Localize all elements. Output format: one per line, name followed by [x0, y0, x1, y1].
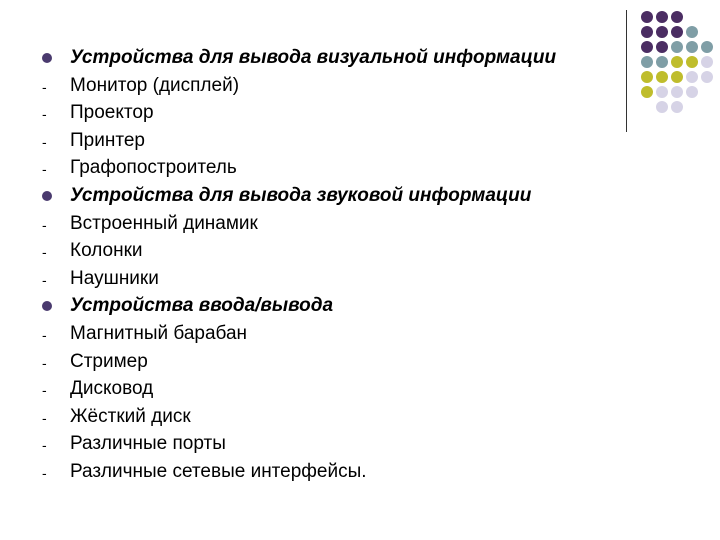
section-heading-text: Устройства ввода/вывода: [70, 295, 334, 317]
list-item-text: Монитор (дисплей): [70, 74, 240, 96]
dash-marker: -: [42, 464, 47, 481]
decorative-dot: [641, 26, 653, 38]
list-item-text: Проектор: [70, 102, 154, 124]
list-item-text: Дисковод: [70, 378, 154, 400]
list-item-text: Графопостроитель: [70, 157, 237, 179]
decorative-dot: [656, 86, 668, 98]
list-item-text: Магнитный барабан: [70, 322, 248, 344]
list-item: [40, 72, 556, 100]
dash-marker: -: [42, 161, 47, 178]
section-heading: [40, 182, 556, 210]
bullet-dot: [42, 53, 52, 63]
list-item-text: Стример: [70, 350, 148, 372]
list-item-text: Колонки: [70, 240, 143, 262]
list-item-text: Наушники: [70, 267, 159, 289]
dash-icon: [40, 348, 60, 376]
decorative-dot: [656, 41, 668, 53]
decorative-dot: [641, 71, 653, 83]
decorative-dot: [671, 71, 683, 83]
list-item: [40, 320, 556, 348]
decorative-dot: [656, 11, 668, 23]
decorative-dot: [671, 41, 683, 53]
list-item: [40, 127, 556, 155]
decorative-dot: [641, 86, 653, 98]
decorative-dot: [641, 11, 653, 23]
list-item: [40, 210, 556, 238]
decorative-dot: [671, 101, 683, 113]
dash-icon: [40, 127, 60, 155]
dash-icon: [40, 210, 60, 238]
list-item: [40, 348, 556, 376]
dash-marker: -: [42, 78, 47, 95]
decorative-dot: [686, 26, 698, 38]
bullet-icon: [40, 292, 60, 320]
dash-icon: [40, 265, 60, 293]
decorative-dot: [701, 71, 713, 83]
section-heading-text: Устройства для вывода визуальной информации: [70, 47, 557, 68]
dash-icon: [40, 99, 60, 127]
decorative-dot: [656, 26, 668, 38]
decorative-dot: [686, 86, 698, 98]
dash-marker: -: [42, 437, 47, 454]
decorative-divider-line: [626, 10, 627, 132]
decorative-dot: [641, 41, 653, 53]
dash-icon: [40, 154, 60, 182]
dash-marker: -: [42, 354, 47, 371]
section-heading: [40, 292, 556, 320]
list-item-text: Жёсткий диск: [70, 405, 191, 427]
decorative-dot: [656, 101, 668, 113]
dash-marker: -: [42, 133, 47, 150]
list-item: [40, 265, 556, 293]
decorative-dot: [701, 56, 713, 68]
dash-icon: [40, 237, 60, 265]
decorative-dot: [686, 41, 698, 53]
dash-icon: [40, 458, 60, 486]
section-heading: [40, 44, 556, 72]
list-item: [40, 403, 556, 431]
list-item: [40, 458, 556, 486]
list-item: [40, 375, 556, 403]
list-item: [40, 237, 556, 265]
device-list: [40, 44, 556, 486]
dash-marker: -: [42, 382, 47, 399]
list-item-text: Различные сетевые интерфейсы.: [70, 460, 367, 482]
decorative-dot: [686, 71, 698, 83]
dash-icon: [40, 72, 60, 100]
bullet-icon: [40, 182, 60, 210]
dash-marker: -: [42, 271, 47, 288]
decorative-dot: [671, 11, 683, 23]
section-heading-text: Устройства для вывода звуковой информации: [70, 184, 532, 206]
decorative-dot: [686, 56, 698, 68]
list-item-text: Различные порты: [70, 433, 226, 455]
list-item: [40, 99, 556, 127]
dash-marker: -: [42, 106, 47, 123]
dash-icon: [40, 375, 60, 403]
list-item-text: Встроенный динамик: [70, 212, 258, 234]
decorative-dot: [641, 56, 653, 68]
decorative-dot: [671, 86, 683, 98]
list-item: [40, 154, 556, 182]
dash-marker: -: [42, 409, 47, 426]
bullet-dot: [42, 301, 52, 311]
dash-icon: [40, 430, 60, 458]
dash-icon: [40, 403, 60, 431]
dash-icon: [40, 320, 60, 348]
dash-marker: -: [42, 216, 47, 233]
decorative-dot: [671, 56, 683, 68]
decorative-dot: [701, 41, 713, 53]
bullet-icon: [40, 44, 60, 72]
bullet-dot: [42, 191, 52, 201]
dash-marker: -: [42, 326, 47, 343]
list-item: [40, 430, 556, 458]
dash-marker: -: [42, 244, 47, 261]
decorative-dot: [671, 26, 683, 38]
list-item-text: Принтер: [70, 129, 145, 151]
decorative-dot: [656, 56, 668, 68]
decorative-dot: [656, 71, 668, 83]
